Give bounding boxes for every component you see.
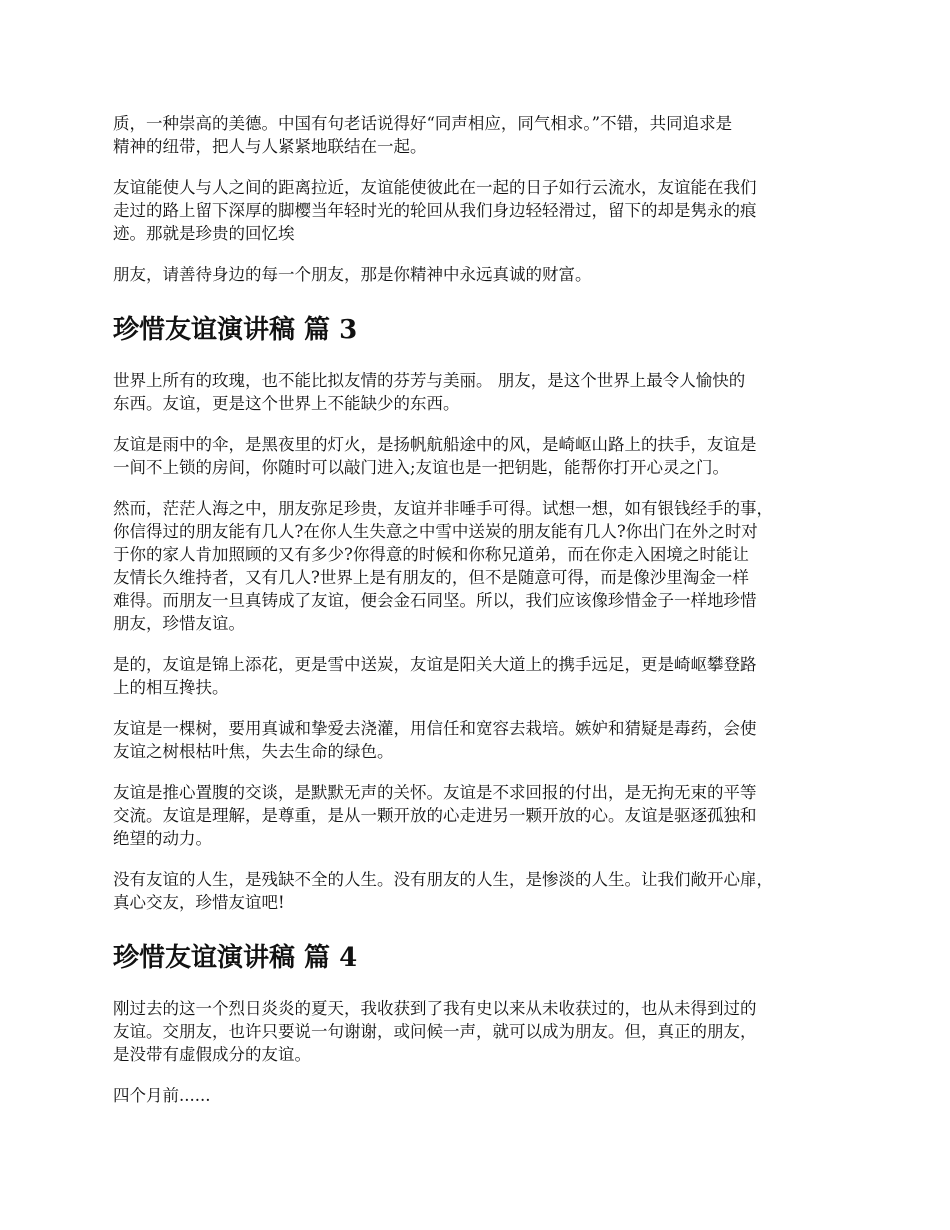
paragraph-line: 刚过去的这一个烈日炎炎的夏天，我收获到了我有史以来从未收获过的，也从未得到过的 — [113, 999, 757, 1018]
paragraph — [113, 497, 853, 635]
paragraph-line: 上的相互搀扶。 — [113, 678, 229, 697]
paragraph-line: 精神的纽带，把人与人紧紧地联结在一起。 — [113, 137, 427, 156]
paragraph-line: 友谊能使人与人之间的距离拉近，友谊能使彼此在一起的日子如行云流水，友谊能在我们 — [113, 178, 757, 197]
paragraph — [113, 781, 853, 850]
paragraph — [113, 997, 853, 1066]
section-2-tail — [113, 112, 853, 286]
section-4-title: 珍惜友谊演讲稿 篇 4 — [113, 943, 358, 973]
paragraph-line: 友谊是雨中的伞，是黑夜里的灯火，是扬帆航船途中的风，是崎岖山路上的扶手，友谊是 — [113, 435, 757, 454]
paragraph — [113, 433, 853, 479]
paragraph-line: 朋友，请善待身边的每一个朋友，那是你精神中永远真诚的财富。 — [113, 265, 592, 284]
section-3-body — [113, 369, 853, 914]
paragraph — [113, 112, 853, 158]
paragraph-line: 四个月前...... — [113, 1086, 211, 1105]
paragraph-line: 没有友谊的人生，是残缺不全的人生。没有朋友的人生，是惨淡的人生。让我们敞开心扉， — [113, 870, 773, 889]
paragraph — [113, 653, 853, 699]
paragraph-line: 是的，友谊是锦上添花，更是雪中送炭，友谊是阳关大道上的携手远足，更是崎岖攀登路 — [113, 655, 757, 674]
paragraph — [113, 868, 853, 914]
paragraph-line: 友谊是一棵树，要用真诚和挚爱去浇灌，用信任和宽容去栽培。嫉妒和猜疑是毒药，会使 — [113, 719, 757, 738]
section-4-body — [113, 997, 853, 1107]
paragraph-line: 世界上所有的玫瑰，也不能比拟友情的芬芳与美丽。 朋友，是这个世界上最令人愉快的 — [113, 371, 746, 390]
paragraph-line: 迹。那就是珍贵的回忆埃 — [113, 224, 295, 243]
paragraph-line: 友谊是推心置腹的交谈，是默默无声的关怀。友谊是不求回报的付出，是无拘无束的平等 — [113, 783, 757, 802]
section-3-title: 珍惜友谊演讲稿 篇 3 — [113, 315, 358, 345]
paragraph-line: 于你的家人肯加照顾的又有多少?你得意的时候和你称兄道弟，而在你走入困境之时能让 — [113, 545, 749, 564]
paragraph — [113, 717, 853, 763]
paragraph-line: 是没带有虚假成分的友谊。 — [113, 1045, 311, 1064]
paragraph-line: 绝望的动力。 — [113, 829, 212, 848]
paragraph-line: 一间不上锁的房间，你随时可以敲门进入;友谊也是一把钥匙，能帮你打开心灵之门。 — [113, 458, 730, 477]
paragraph-line: 朋友，珍惜友谊。 — [113, 614, 245, 633]
document-page — [113, 112, 853, 1125]
paragraph-line: 你信得过的朋友能有几人?在你人生失意之中雪中送炭的朋友能有几人?你出门在外之时对 — [113, 522, 758, 541]
paragraph-line: 东西。友谊，更是这个世界上不能缺少的东西。 — [113, 394, 460, 413]
paragraph-line: 友情长久维持者，又有几人?世界上是有朋友的，但不是随意可得，而是像沙里淘金一样 — [113, 568, 749, 587]
paragraph-line: 友谊。交朋友，也许只要说一句谢谢，或问候一声，就可以成为朋友。但，真正的朋友， — [113, 1022, 757, 1041]
paragraph — [113, 263, 853, 286]
paragraph-line: 质，一种崇高的美德。中国有句老话说得好“同声相应，同气相求。”不错，共同追求是 — [113, 114, 733, 133]
paragraph-line: 真心交友，珍惜友谊吧! — [113, 893, 285, 912]
paragraph-line: 然而，茫茫人海之中，朋友弥足珍贵，友谊并非唾手可得。试想一想，如有银钱经手的事， — [113, 499, 773, 518]
paragraph-line: 难得。而朋友一旦真铸成了友谊，便会金石同坚。所以，我们应该像珍惜金子一样地珍惜 — [113, 591, 757, 610]
paragraph-line: 友谊之树根枯叶焦，失去生命的绿色。 — [113, 742, 394, 761]
paragraph — [113, 176, 853, 245]
paragraph — [113, 1084, 853, 1107]
paragraph-line: 走过的路上留下深厚的脚樱当年轻时光的轮回从我们身边轻轻滑过，留下的却是隽永的痕 — [113, 201, 757, 220]
paragraph — [113, 369, 853, 415]
paragraph-line: 交流。友谊是理解，是尊重，是从一颗开放的心走进另一颗开放的心。友谊是驱逐孤独和 — [113, 806, 757, 825]
